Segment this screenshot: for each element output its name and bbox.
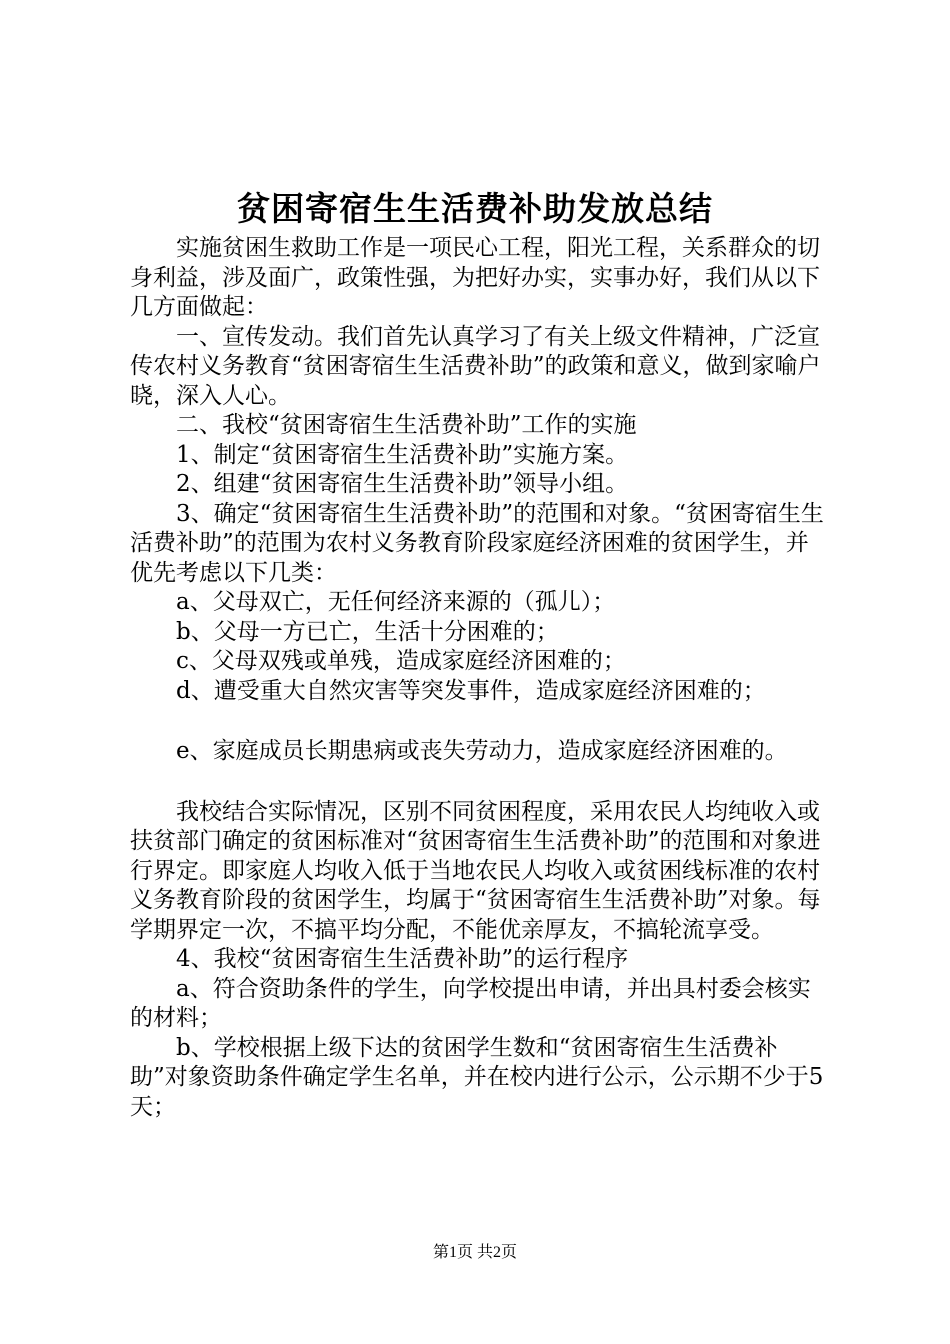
paragraph-item-1: 1、制定“贫困寄宿生生活费补助”实施方案。 [176, 441, 629, 468]
paragraph-item-3: 3、确定“贫困寄宿生生活费补助”的范围和对象。“贫困寄宿生生活费补助”的范围为农村义务教育阶段家庭经济困难的贫困学生，并优先考虑以下几类： [130, 500, 824, 586]
paragraph-category-d: d、遭受重大自然灾害等突发事件，造成家庭经济困难的； [176, 677, 766, 704]
document-body [130, 234, 830, 1122]
paragraph-category-e: e、家庭成员长期患病或丧失劳动力，造成家庭经济困难的。 [176, 738, 788, 764]
paragraph-item-4: 4、我校“贫困寄宿生生活费补助”的运行程序 [176, 946, 629, 972]
paragraph-category-c: c、父母双残或单残，造成家庭经济困难的； [176, 648, 626, 674]
paragraph-category-b: b、父母一方已亡，生活十分困难的； [176, 618, 559, 645]
paragraph-publicity: 一、宣传发动。我们首先认真学习了有关上级文件精神，广泛宣传农村义务教育“贫困寄宿生生活费补助”的政策和意义，做到家喻户晓，深入人心。 [130, 323, 821, 409]
paragraph-category-a: a、父母双亡，无任何经济来源的（孤儿）； [176, 589, 616, 615]
paragraph-definition: 我校结合实际情况，区别不同贫困程度，采用农民人均纯收入或扶贫部门确定的贫困标准对“贫困寄宿生生活费补助”的范围和对象进行界定。即家庭人均收入低于当地农民人均收入或贫困线标准的农村义务教育阶段的贫困学生，均属于“贫困寄宿生生活费补助”对象。每学期界定一次，不搞平均分配，不能优亲厚友，不搞轮流享受。 [130, 798, 821, 943]
paragraph-procedure-b: b、学校根据上级下达的贫困学生数和“贫困寄宿生生活费补助”对象资助条件确定学生名单，并在校内进行公示，公示期不少于5天； [130, 1034, 824, 1120]
paragraph-intro: 实施贫困生救助工作是一项民心工程，阳光工程，关系群众的切身利益，涉及面广，政策性强，为把好办实，实事办好，我们从以下几方面做起： [130, 235, 820, 320]
document-title: 贫困寄宿生生活费补助发放总结 [237, 189, 713, 228]
paragraph-item-2: 2、组建“贫困寄宿生生活费补助”领导小组。 [176, 471, 629, 497]
paragraph-procedure-a: a、符合资助条件的学生，向学校提出申请，并出具村委会核实的材料； [130, 975, 811, 1031]
paragraph-implementation-heading: 二、我校“贫困寄宿生生活费补助”工作的实施 [176, 412, 637, 438]
page-footer: 第1页 共2页 [432, 1244, 517, 1261]
